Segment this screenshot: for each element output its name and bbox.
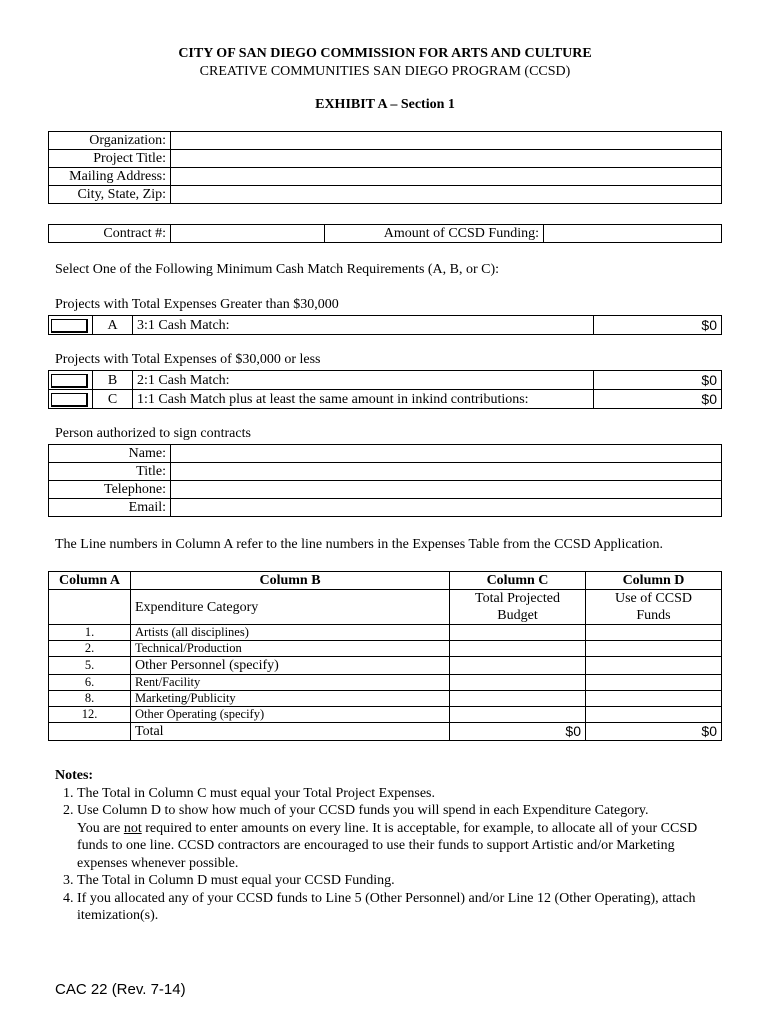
option-c-label: 1:1 Cash Match plus at least the same amount in inkind contributions: bbox=[133, 390, 594, 409]
option-c-checkbox-cell bbox=[49, 390, 93, 409]
budget-cell[interactable] bbox=[450, 641, 586, 657]
budget-cell[interactable] bbox=[450, 707, 586, 723]
expenditure-category: Rent/Facility bbox=[131, 675, 450, 691]
exhibit-heading: EXHIBIT A – Section 1 bbox=[315, 97, 455, 112]
match-group2-heading: Projects with Total Expenses of $30,000 or less bbox=[55, 352, 321, 367]
note-item: 3. The Total in Column D must equal your CCSD Funding. bbox=[77, 872, 725, 890]
signer-email-field[interactable] bbox=[171, 499, 722, 517]
project-title-label: Project Title: bbox=[49, 150, 171, 168]
city-state-zip-field[interactable] bbox=[171, 186, 722, 204]
table-row bbox=[49, 691, 722, 707]
ccsd-funds-cell[interactable] bbox=[586, 625, 722, 641]
expenses-table bbox=[48, 571, 722, 741]
notes-list bbox=[55, 785, 725, 925]
total-line-number bbox=[49, 723, 131, 741]
col-a-header: Column A bbox=[49, 572, 131, 590]
col-b-subheader: Expenditure Category bbox=[131, 590, 450, 625]
col-c-subheader bbox=[450, 590, 586, 625]
match-instruction: Select One of the Following Minimum Cash Match Requirements (A, B, or C): bbox=[55, 262, 500, 277]
signer-name-label: Name: bbox=[49, 445, 171, 463]
option-b-checkbox[interactable] bbox=[51, 374, 88, 388]
organization-label: Organization: bbox=[49, 132, 171, 150]
option-a-checkbox-cell bbox=[49, 316, 93, 335]
option-a-letter: A bbox=[93, 316, 133, 335]
line-number: 2. bbox=[49, 641, 131, 657]
option-c-letter: C bbox=[93, 390, 133, 409]
ccsd-funds-cell[interactable] bbox=[586, 691, 722, 707]
line-number: 1. bbox=[49, 625, 131, 641]
signer-table bbox=[48, 444, 722, 517]
ccsd-funding-field[interactable] bbox=[544, 225, 722, 243]
mailing-address-field[interactable] bbox=[171, 168, 722, 186]
col-d-subheader bbox=[586, 590, 722, 625]
contract-table bbox=[48, 224, 722, 243]
match-option-a-table bbox=[48, 315, 722, 335]
signer-name-field[interactable] bbox=[171, 445, 722, 463]
option-c-amount[interactable]: $0 bbox=[594, 390, 722, 409]
signer-email-label: Email: bbox=[49, 499, 171, 517]
col-a-subheader bbox=[49, 590, 131, 625]
total-row bbox=[49, 723, 722, 741]
total-budget-value[interactable]: $0 bbox=[450, 723, 586, 741]
option-a-checkbox[interactable] bbox=[51, 319, 88, 333]
note-item: 4. If you allocated any of your CCSD funds to Line 5 (Other Personnel) and/or Line 12 (Other Operating), attach itemization(s). bbox=[77, 890, 725, 925]
note-item bbox=[77, 802, 725, 872]
ccsd-funding-label: Amount of CCSD Funding: bbox=[325, 225, 544, 243]
option-b-letter: B bbox=[93, 371, 133, 390]
col-c-header: Column C bbox=[450, 572, 586, 590]
contract-number-field[interactable] bbox=[171, 225, 325, 243]
expenditure-category: Other Operating (specify) bbox=[131, 707, 450, 723]
table-row bbox=[49, 657, 722, 675]
expenditure-category: Other Personnel (specify) bbox=[131, 657, 450, 675]
match-option-bc-table bbox=[48, 370, 722, 409]
col-c-sub-line1: Total Projected bbox=[475, 591, 560, 606]
form-id: CAC 22 (Rev. 7-14) bbox=[55, 981, 186, 998]
signer-title-label: Title: bbox=[49, 463, 171, 481]
col-d-header: Column D bbox=[586, 572, 722, 590]
table-row bbox=[49, 641, 722, 657]
table-row bbox=[49, 675, 722, 691]
note-2-emphasis: not bbox=[123, 820, 142, 836]
col-c-sub-line2: Budget bbox=[497, 608, 538, 623]
note-2-text-a: You are bbox=[77, 820, 124, 836]
note-2-first-line: Use Column D to show how much of your CCSD funds you will spend in each Expenditure Category. bbox=[77, 803, 649, 818]
col-b-header: Column B bbox=[131, 572, 450, 590]
notes-section bbox=[55, 767, 725, 925]
ccsd-funds-cell[interactable] bbox=[586, 641, 722, 657]
note-item: 1. The Total in Column C must equal your Total Project Expenses. bbox=[77, 785, 725, 803]
ccsd-funds-cell[interactable] bbox=[586, 675, 722, 691]
option-a-label: 3:1 Cash Match: bbox=[133, 316, 594, 335]
budget-cell[interactable] bbox=[450, 675, 586, 691]
line-number: 8. bbox=[49, 691, 131, 707]
line-number: 6. bbox=[49, 675, 131, 691]
expenditure-category: Technical/Production bbox=[131, 641, 450, 657]
col-d-sub-line2: Funds bbox=[636, 608, 671, 623]
notes-heading: Notes: bbox=[55, 768, 94, 783]
ccsd-funds-cell[interactable] bbox=[586, 707, 722, 723]
match-group1-heading: Projects with Total Expenses Greater than $30,000 bbox=[55, 297, 339, 312]
budget-cell[interactable] bbox=[450, 625, 586, 641]
option-b-amount[interactable]: $0 bbox=[594, 371, 722, 390]
signer-heading: Person authorized to sign contracts bbox=[55, 426, 251, 441]
total-label: Total bbox=[131, 723, 450, 741]
expenditure-category: Artists (all disciplines) bbox=[131, 625, 450, 641]
line-number: 5. bbox=[49, 657, 131, 675]
signer-telephone-label: Telephone: bbox=[49, 481, 171, 499]
expenditure-category: Marketing/Publicity bbox=[131, 691, 450, 707]
ccsd-funds-cell[interactable] bbox=[586, 657, 722, 675]
expenses-intro: The Line numbers in Column A refer to the line numbers in the Expenses Table from the CCSD Application. bbox=[55, 537, 664, 552]
option-b-label: 2:1 Cash Match: bbox=[133, 371, 594, 390]
budget-cell[interactable] bbox=[450, 691, 586, 707]
option-a-amount[interactable]: $0 bbox=[594, 316, 722, 335]
organization-info-table bbox=[48, 131, 722, 204]
organization-field[interactable] bbox=[171, 132, 722, 150]
table-row bbox=[49, 707, 722, 723]
project-title-field[interactable] bbox=[171, 150, 722, 168]
form-subtitle: CREATIVE COMMUNITIES SAN DIEGO PROGRAM (CCSD) bbox=[199, 64, 571, 79]
budget-cell[interactable] bbox=[450, 657, 586, 675]
line-number: 12. bbox=[49, 707, 131, 723]
table-row bbox=[49, 625, 722, 641]
option-c-checkbox[interactable] bbox=[51, 393, 88, 407]
signer-telephone-field[interactable] bbox=[171, 481, 722, 499]
note-2-text-b: required to enter amounts on every line. It is acceptable, for example, to allocate all of your CCSD funds to one line. CCSD contractors are encouraged to use their funds to support Artistic and/or Marketing expenses whenever possible. bbox=[77, 820, 698, 871]
form-title: CITY OF SAN DIEGO COMMISSION FOR ARTS AND CULTURE bbox=[178, 46, 592, 61]
city-state-zip-label: City, State, Zip: bbox=[49, 186, 171, 204]
mailing-address-label: Mailing Address: bbox=[49, 168, 171, 186]
option-b-checkbox-cell bbox=[49, 371, 93, 390]
col-d-sub-line1: Use of CCSD bbox=[614, 591, 692, 606]
contract-number-label: Contract #: bbox=[49, 225, 171, 243]
total-ccsd-funds-value[interactable]: $0 bbox=[586, 723, 722, 741]
signer-title-field[interactable] bbox=[171, 463, 722, 481]
